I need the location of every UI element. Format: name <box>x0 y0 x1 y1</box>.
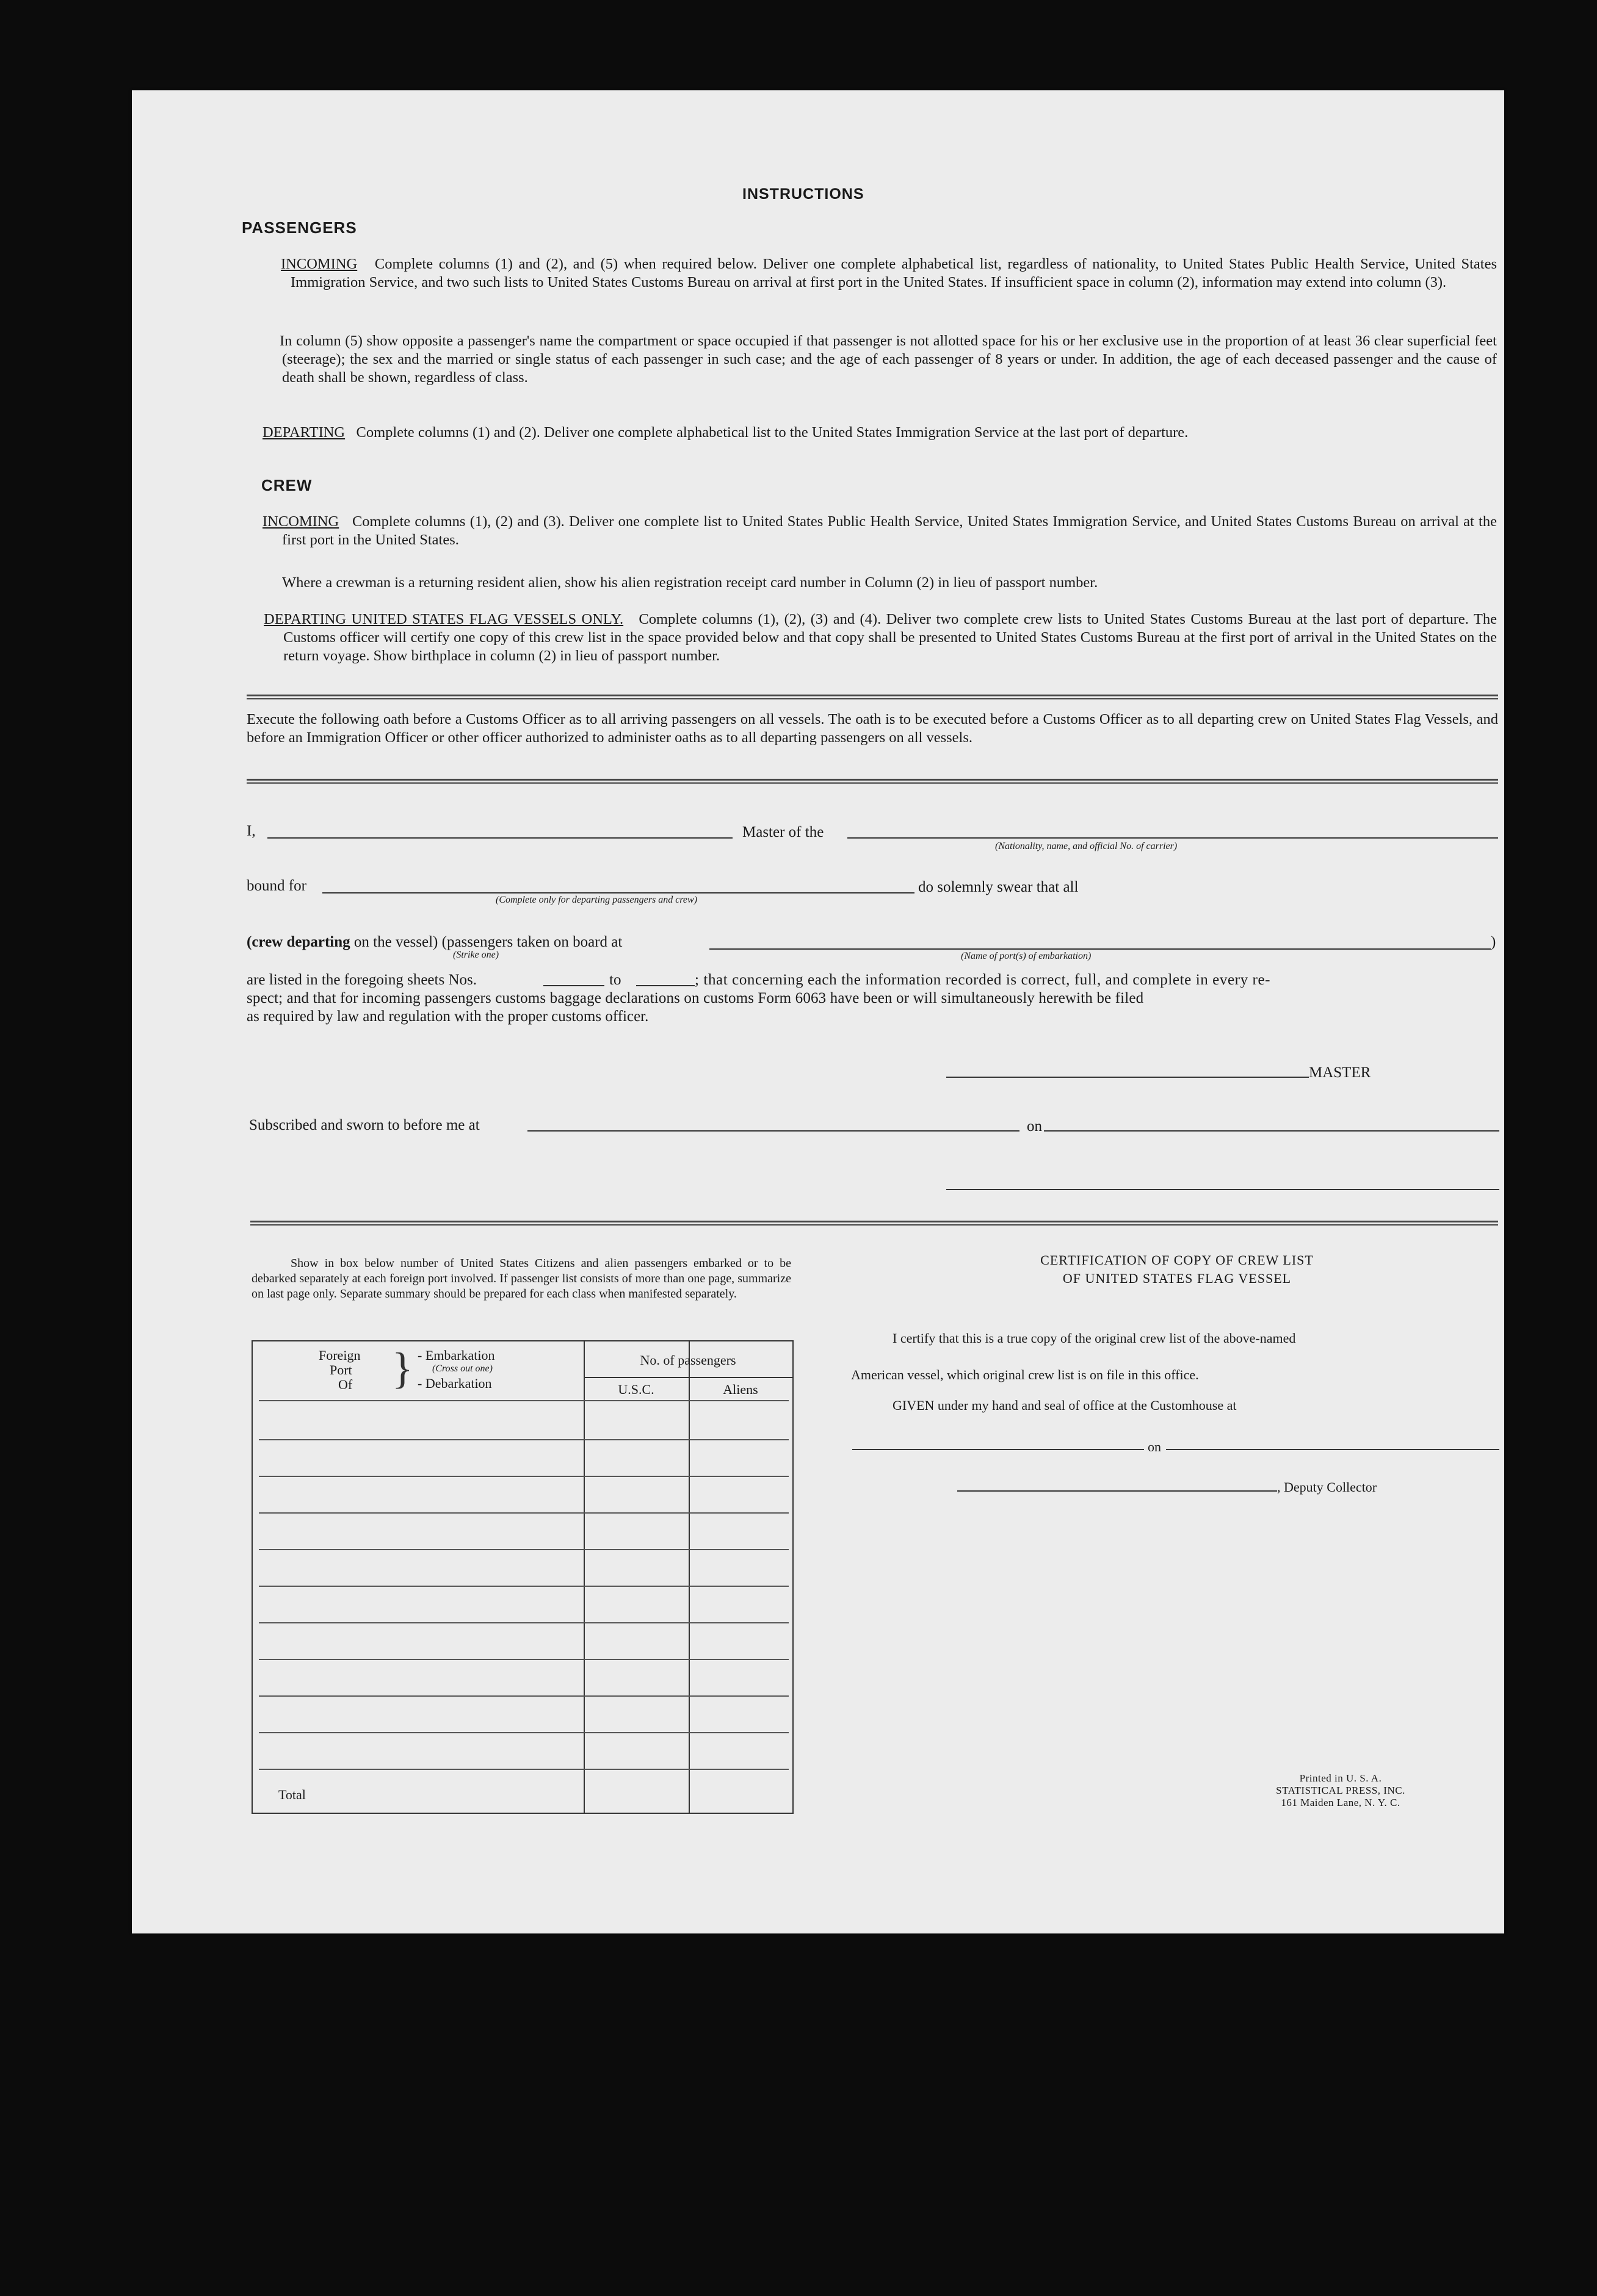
concerning-text: ; that concerning each the information recorded is correct, full, and complete in every re- <box>695 972 1271 988</box>
sworn-on-label: on <box>1027 1118 1042 1135</box>
to-text: to <box>609 972 621 988</box>
table-divider-aliens <box>689 1341 690 1813</box>
crew-departing-paragraph <box>264 610 1497 665</box>
passengers-incoming-text: Complete columns (1) and (2), and (5) when required below. Deliver one complete alphabetical list, regardless of nationality, to United States Public Health Service, United States Immigration Service, and two such lists to United States Customs Bureau on arrival at first port in the United States. If insufficient space in column (2), information may extend into column (3). <box>291 256 1497 291</box>
table-row-line <box>259 1659 789 1660</box>
crew-passengers-line <box>247 934 622 951</box>
printer-imprint <box>1212 1772 1469 1809</box>
statistical-press: STATISTICAL PRESS, INC. <box>1276 1785 1405 1796</box>
total-label: Total <box>278 1787 306 1802</box>
table-row-line <box>259 1695 789 1697</box>
master-signature-field[interactable] <box>946 1077 1309 1078</box>
close-paren: ) <box>1491 934 1496 950</box>
master-of-the-label: Master of the <box>742 824 824 840</box>
crew-departing-label: DEPARTING UNITED STATES FLAG VESSELS ONLY. <box>264 611 624 627</box>
table-row-line <box>259 1732 789 1733</box>
double-rule-bottom <box>250 1221 1498 1226</box>
table-row-line <box>259 1586 789 1587</box>
passengers-departing-text: Complete columns (1) and (2). Deliver one complete alphabetical list to the United States Immigration Service at the last port of departure. <box>356 424 1189 441</box>
solemnly-swear-text: do solemnly swear that all <box>918 879 1079 895</box>
certify-line-1: I certify that this is a true copy of the original crew list of the above-named <box>893 1330 1296 1346</box>
passenger-summary-table <box>252 1340 794 1814</box>
complete-only-caption: (Complete only for departing passengers and crew) <box>496 895 698 905</box>
ports-caption: (Name of port(s) of embarkation) <box>961 951 1092 961</box>
crew-departing-text: Complete columns (1), (2), (3) and (4). Deliver two complete crew lists to United States Customs Bureau at the last port of departure. The Customs officer will certify one copy of this crew list in the space provided below and that copy shall be presented to United States Customs Bureau at the first port of arrival in the United States on the return voyage. Show birthplace in column (2) in lieu of passport number. <box>283 611 1497 664</box>
sheet-from-field[interactable] <box>543 985 604 986</box>
table-row-line <box>259 1512 789 1514</box>
master-name-field[interactable] <box>267 837 733 839</box>
sheet-to-field[interactable] <box>636 985 695 986</box>
nationality-caption: (Nationality, name, and official No. of carrier) <box>995 841 1178 851</box>
cross-out-caption: (Cross out one) <box>432 1363 493 1374</box>
aliens-header: Aliens <box>723 1382 758 1397</box>
crew-heading: CREW <box>261 476 313 494</box>
passengers-incoming-paragraph <box>281 255 1497 292</box>
table-row-line <box>259 1769 789 1770</box>
passengers-incoming-label: INCOMING <box>281 256 358 272</box>
instructions-title: INSTRUCTIONS <box>742 186 864 203</box>
carrier-field[interactable] <box>847 837 1498 839</box>
table-row-line <box>259 1439 789 1440</box>
officer-signature-field[interactable] <box>946 1189 1499 1190</box>
table-header-split <box>584 1377 792 1378</box>
double-rule-top <box>247 695 1498 699</box>
column5-paragraph: In column (5) show opposite a passenger's name the compartment or space occupied if that passenger is not allotted space for his or her exclusive use in the proportion of at least 36 clear superficial feet (steerage); the sex and the married or single status of each passenger in such case; and the age of each passenger of 8 years or under. In addition, the age of each deceased passenger and the cause of death shall be shown, regardless of class. <box>280 333 1497 386</box>
oath-line-3: as required by law and regulation with the proper customs officer. <box>247 1008 649 1025</box>
debarkation-label: - Debarkation <box>418 1376 492 1391</box>
table-divider-port <box>584 1341 585 1813</box>
usc-header: U.S.C. <box>618 1382 654 1397</box>
table-row-line <box>259 1476 789 1477</box>
certify-line-2: American vessel, which original crew list is on file in this office. <box>851 1367 1199 1382</box>
passengers-heading: PASSENGERS <box>242 218 357 237</box>
passengers-departing-paragraph <box>263 424 1497 442</box>
passengers-taken-text: (passengers taken on board at <box>441 934 623 950</box>
of-label: Of <box>338 1377 353 1392</box>
crew-incoming-paragraph <box>263 513 1497 549</box>
certification-title-1: CERTIFICATION OF COPY OF CREW LIST <box>1040 1252 1314 1268</box>
oath-intro-paragraph: Execute the following oath before a Customs Officer as to all arriving passengers on all vessels. The oath is to be executed before a Customs Officer as to all departing crew on United States Flag Vessels, and before an Immigration Officer or other officer authorized to administer oaths as to all departing passengers on all vessels. <box>247 711 1498 746</box>
sworn-date-field[interactable] <box>1044 1130 1499 1132</box>
double-rule-oath <box>247 779 1498 784</box>
embarkation-ports-field[interactable] <box>709 948 1491 950</box>
listed-in-text: are listed in the foregoing sheets Nos. <box>247 972 477 988</box>
master-label: MASTER <box>1309 1064 1371 1081</box>
foreign-label: Foreign <box>319 1348 361 1363</box>
table-row-line <box>259 1622 789 1623</box>
printer-address: 161 Maiden Lane, N. Y. C. <box>1281 1797 1400 1808</box>
bound-for-label: bound for <box>247 878 306 894</box>
table-row-line <box>259 1549 789 1550</box>
deputy-collector-signature-field[interactable] <box>957 1490 1277 1492</box>
subscribed-text: Subscribed and sworn to before me at <box>249 1117 480 1133</box>
port-label: Port <box>330 1362 352 1377</box>
oath-i-label: I, <box>247 823 256 839</box>
form-page <box>132 90 1504 1933</box>
summary-note: Show in box below number of United States Citizens and alien passengers embarked or to be debarked separately at each foreign port involved. If passenger list consists of more than one page, summarize on last page only. Separate summary should be prepared for each class when manifested separately. <box>252 1257 791 1301</box>
no-of-passengers-header: No. of passengers <box>640 1352 736 1368</box>
passengers-departing-label: DEPARTING <box>263 424 346 441</box>
crew-incoming-label: INCOMING <box>263 513 339 530</box>
certification-title-2: OF UNITED STATES FLAG VESSEL <box>1062 1271 1292 1286</box>
embarkation-label: - Embarkation <box>418 1348 495 1363</box>
crew-incoming-text: Complete columns (1), (2) and (3). Deliver one complete list to United States Public Health Service, United States Immigration Service, and United States Customs Bureau on arrival at the first port in the United States. <box>282 513 1497 548</box>
on-the-vessel-text: on the vessel) <box>353 934 438 950</box>
printed-in-usa: Printed in U. S. A. <box>1299 1772 1382 1784</box>
customhouse-field[interactable] <box>852 1449 1144 1450</box>
oath-line-2: spect; and that for incoming passengers customs baggage declarations on customs Form 6063 have been or will simultaneously herewith be filed <box>247 990 1144 1006</box>
table-header-bottom <box>259 1400 789 1401</box>
deputy-collector-label: , Deputy Collector <box>1277 1479 1377 1495</box>
sworn-place-field[interactable] <box>527 1130 1019 1132</box>
crew-departing-text: (crew departing <box>247 934 350 950</box>
certification-on-label: on <box>1148 1439 1161 1454</box>
brace-icon: } <box>392 1344 413 1393</box>
crew-alien-paragraph: Where a crewman is a returning resident alien, show his alien registration receipt card number in Column (2) in lieu of passport number. <box>282 574 1098 591</box>
given-text: GIVEN under my hand and seal of office at the Customhouse at <box>893 1398 1237 1413</box>
certification-date-field[interactable] <box>1166 1449 1499 1450</box>
strike-one-caption: (Strike one) <box>453 950 499 960</box>
bound-for-field[interactable] <box>322 892 914 893</box>
